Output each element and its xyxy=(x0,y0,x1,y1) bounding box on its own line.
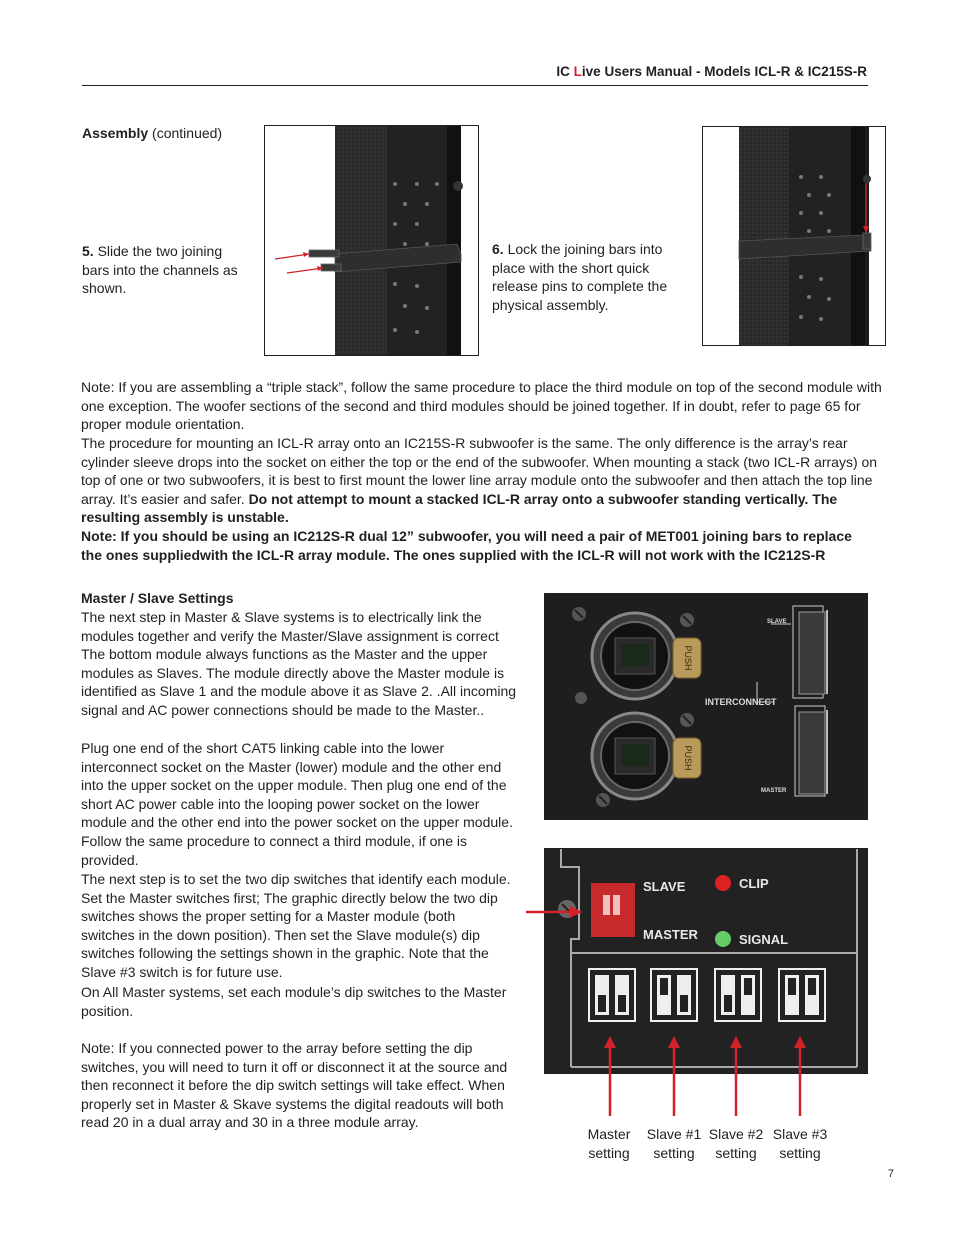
locked-bars-photo xyxy=(702,126,886,346)
interconnect-panel-photo xyxy=(544,593,868,820)
master-slave-heading: Master / Slave Settings xyxy=(81,590,234,606)
master-slave-paragraph-1: The next step in Master & Slave systems is to electrically link the modules together and verify the Master/Slave assignment is correct The bottom module always functions as the Master and the upper modules as Slaves. The module directly above the Master module is identified as Slave 1 and the module above it as Slave 2. .All incoming signal and AC power connections should be made to the Master.. xyxy=(81,609,517,718)
step-6-text: 6. Lock the joining bars into place with the short quick release pins to complete the physical assembly. xyxy=(492,241,668,313)
subwoofer-paragraph: The procedure for mounting an ICL-R array onto an IC215S-R subwoofer is the same. The only difference is the array’s rear cylinder sleeve drops into the socket on either the top or the end of the subwoofer. When mounting a stack (two ICL-R arrays) on top of one or two subwoofers, it is best to first mount the lower line array module onto the subwoofer and then attach the top line array. It’s easier and safer. Do not attempt to mount a stacked ICL-R array onto a subwoofer standing vertically. The resulting assembly is unstable. xyxy=(81,435,878,526)
page-number: 7 xyxy=(887,1168,894,1180)
assembly-heading: Assembly (continued) xyxy=(82,125,223,141)
panel-master-label: MASTER xyxy=(761,788,787,794)
caption-master-setting: Master setting xyxy=(587,1126,631,1161)
panel-slave-label: SLAVE xyxy=(767,619,787,625)
ic212-note: Note: If you should be using an IC212S-R dual 12” subwoofer, you will need a pair of MET001 joining bars to replace the ones suppliedwith the ICL-R array module. The ones supplied with the ICL-R will not work with the IC212S-R xyxy=(81,528,852,563)
header-rule xyxy=(82,85,868,86)
setting-arrows xyxy=(590,1032,820,1118)
caption-slave1-setting: Slave #1 setting xyxy=(646,1126,702,1161)
clip-label: CLIP xyxy=(739,876,769,891)
interconnect-label: INTERCONNECT xyxy=(705,697,777,707)
master-slave-paragraph-5: Note: If you connected power to the array before setting the dip switches, you will need to turn it off or disconnect it at the source and then reconnect it before the dip switch settings will take effect. When properly set in Master & Skave systems the digital readouts will both read 20 in a dual array and 30 in a three module array. xyxy=(81,1040,508,1131)
master-slave-paragraph-3: The next step is to set the two dip switches that identify each module. Set the Master switches first; The graphic directly below the two dip switches shows the proper setting for a Master module (both switches in the down position). Then set the Slave module(s) dip switches following the settings shown in the graphic. Note that the Slave #3 switch is for future use. xyxy=(81,871,511,980)
caption-slave2-setting: Slave #2 setting xyxy=(708,1126,764,1161)
dip-master-label: MASTER xyxy=(643,927,698,942)
dip-switch-arrow xyxy=(524,902,584,922)
push-label-lower: PUSH xyxy=(683,745,693,771)
joining-bars-photo xyxy=(264,125,479,356)
triple-stack-note: Note: If you are assembling a “triple stack”, follow the same procedure to place the third module on top of the second module with one exception. The woofer sections of the second and third modules should be joined together. If in doubt, refer to page 65 for proper module orientation. xyxy=(81,379,882,433)
dip-slave-label: SLAVE xyxy=(643,879,686,894)
master-slave-paragraph-4: On All Master systems, set each module’s dip switches to the Master position. xyxy=(81,984,507,1019)
caption-slave3-setting: Slave #3 setting xyxy=(772,1126,828,1161)
master-slave-paragraph-2: Plug one end of the short CAT5 linking cable into the lower interconnect socket on the Master (lower) module and the other end into the upper socket on the upper module. Then plug one end of the short AC power cable into the looping power socket on the lower module and the other end into the power socket on the upper module. Follow the same procedure to connect a third module, if one is provided. xyxy=(81,740,513,868)
signal-label: SIGNAL xyxy=(739,932,789,947)
header-accent-letter: L xyxy=(573,64,582,79)
step-5-text: 5. Slide the two joining bars into the channels as shown. xyxy=(82,243,238,297)
running-header: IC Live Users Manual - Models ICL-R & IC215S-R xyxy=(556,64,867,79)
push-label-upper: PUSH xyxy=(683,645,693,671)
